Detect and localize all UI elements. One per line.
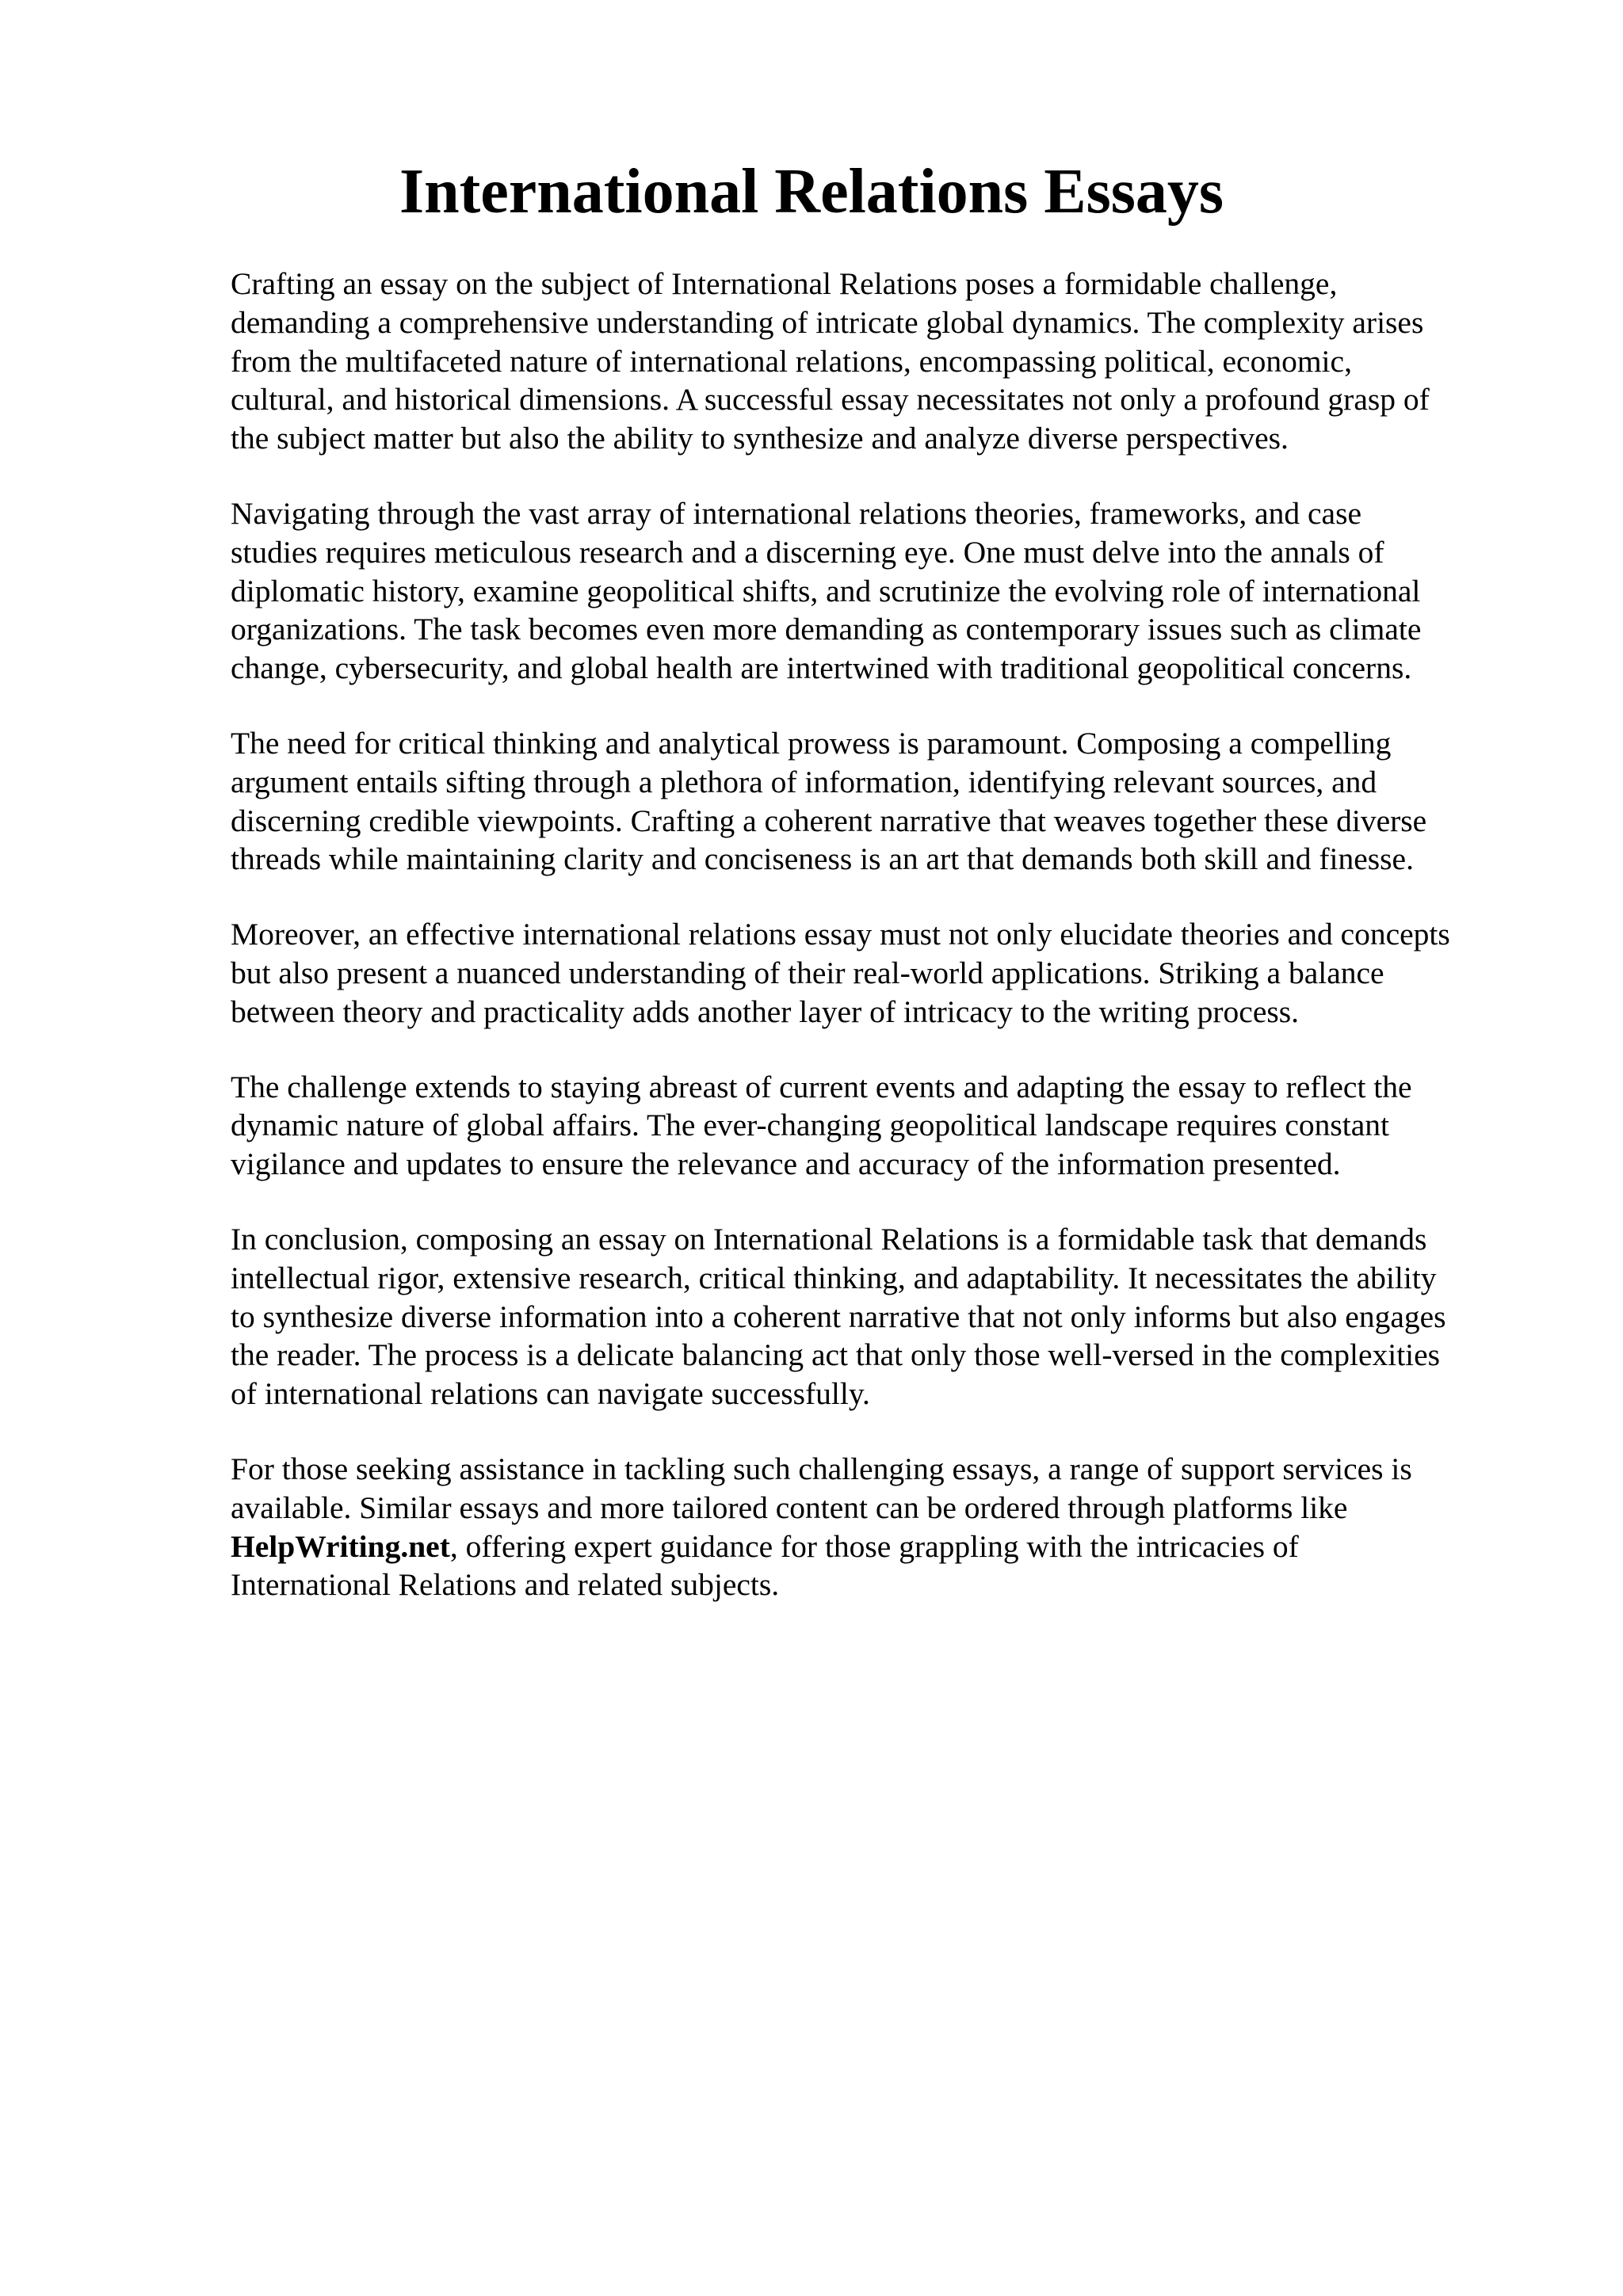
closing-paragraph — [231, 1450, 1530, 1604]
paragraph-3: The need for critical thinking and analytical prowess is paramount. Composing a compelling argument entails sifting through a plethora of information, identifying relevant sources, and discerning credible viewpoints. Crafting a coherent narrative that weaves together these diverse threads while maintaining clarity and conciseness is an art that demands both skill and finesse. — [231, 725, 1427, 877]
page-title: International Relations Essays — [399, 157, 1224, 227]
paragraph-5: The challenge extends to staying abreast of current events and adapting the essay to reflect the dynamic nature of global affairs. The ever-changing geopolitical landscape requires constant vigilance and updates to ensure the relevance and accuracy of the information presented. — [231, 1069, 1412, 1182]
closing-text-after: , offering expert guidance for those grappling with the intricacies of International Relations and related subjects. — [231, 1528, 1299, 1603]
paragraph-1: Crafting an essay on the subject of International Relations poses a formidable challenge, demanding a comprehensive understanding of intricate global dynamics. The complexity arises from the multifaceted nature of international relations, encompassing political, economic, cultural, and historical dimensions. A successful essay necessitates not only a profound grasp of the subject matter but also the ability to synthesize and analyze diverse perspectives. — [231, 266, 1430, 456]
essay-body — [231, 265, 1530, 1641]
paragraph-6: In conclusion, composing an essay on International Relations is a formidable task that demands intellectual rigor, extensive research, critical thinking, and adaptability. It necessitates the ability to synthesize diverse information into a coherent narrative that not only informs but also engages the reader. The process is a delicate balancing act that only those well-versed in the complexities of international relations can navigate successfully. — [231, 1221, 1446, 1412]
paragraph-4: Moreover, an effective international relations essay must not only elucidate theories and concepts but also present a nuanced understanding of their real-world applications. Striking a balance between theory and practicality adds another layer of intricacy to the writing process. — [231, 917, 1450, 1029]
paragraph-2: Navigating through the vast array of international relations theories, frameworks, and case studies requires meticulous research and a discerning eye. One must delve into the annals of diplomatic history, examine geopolitical shifts, and scrutinize the evolving role of international organizations. The task becomes even more demanding as contemporary issues such as climate change, cybersecurity, and global health are intertwined with traditional geopolitical concerns. — [231, 495, 1422, 686]
closing-text-before: For those seeking assistance in tackling such challenging essays, a range of support services is available. Similar essays and more tailored content can be ordered through platforms like — [231, 1451, 1412, 1525]
helpwriting-brand: HelpWriting.net — [231, 1528, 450, 1564]
